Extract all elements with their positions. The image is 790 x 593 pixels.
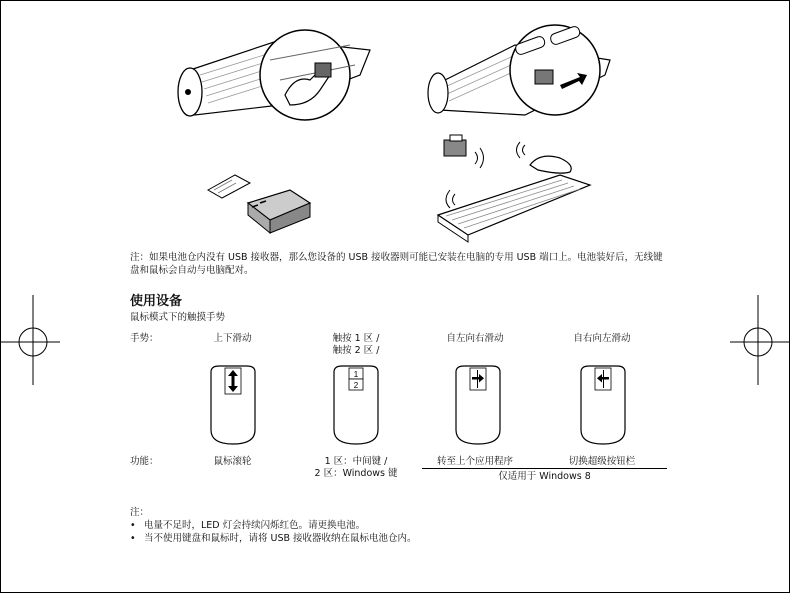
mouse-scroll-illustration <box>205 364 261 446</box>
gesture-label-tap-1: 触按 1 区 / <box>332 333 380 344</box>
windows8-divider <box>422 468 667 469</box>
function-row-label: 功能： <box>130 456 159 467</box>
usb-receiver-illustration <box>200 165 320 235</box>
function-label-swipe-right: 转至上个应用程序 <box>436 456 513 467</box>
registration-mark-left <box>0 295 70 385</box>
keyboard-mouse-receiver-illustration <box>420 130 600 250</box>
registration-mark-right <box>725 295 790 385</box>
windows8-only-note: 仅适用于 Windows 8 <box>498 471 591 482</box>
gesture-row-label: 手势： <box>130 333 159 344</box>
mouse-tap-illustration <box>328 364 384 446</box>
footer-notes-list <box>130 519 417 545</box>
section-title: 使用设备 <box>130 294 183 309</box>
receiver-note: 注：如果电池仓内没有 USB 接收器，那么您设备的 USB 接收器则可能已安装在电脑的专用 USB 端口上。电池装好后，无线键盘和鼠标会自动与电脑配对。 <box>130 252 663 276</box>
function-label-scroll: 鼠标滚轮 <box>213 456 252 467</box>
battery-insertion-illustration-right <box>420 15 620 130</box>
gesture-label-swipe-left: 自右向左滑动 <box>573 333 631 344</box>
footer-notes-title: 注： <box>130 507 150 518</box>
function-label-tap-1: 1 区：中间键 / <box>324 456 388 467</box>
zone-2-label: 2 <box>353 381 359 390</box>
gesture-label-tap-2: 触按 2 区 / <box>332 345 380 356</box>
gesture-label-swipe-right: 自左向右滑动 <box>446 333 504 344</box>
mouse-swipe-right-illustration <box>450 364 506 446</box>
zone-1-label: 1 <box>353 370 359 379</box>
gesture-label-scroll: 上下滑动 <box>213 333 252 344</box>
section-subtitle: 鼠标模式下的触摸手势 <box>130 312 226 323</box>
footer-note-item: • 电量不足时，LED 灯会持续闪烁红色。请更换电池。 <box>130 519 417 532</box>
function-label-tap-2: 2 区：Windows 键 <box>314 468 398 479</box>
function-label-swipe-left: 切换超级按钮栏 <box>568 456 636 467</box>
mouse-swipe-left-illustration <box>575 364 631 446</box>
footer-note-item: • 当不使用键盘和鼠标时，请将 USB 接收器收纳在鼠标电池仓内。 <box>130 532 417 545</box>
battery-compartment-illustration-left <box>170 20 370 130</box>
